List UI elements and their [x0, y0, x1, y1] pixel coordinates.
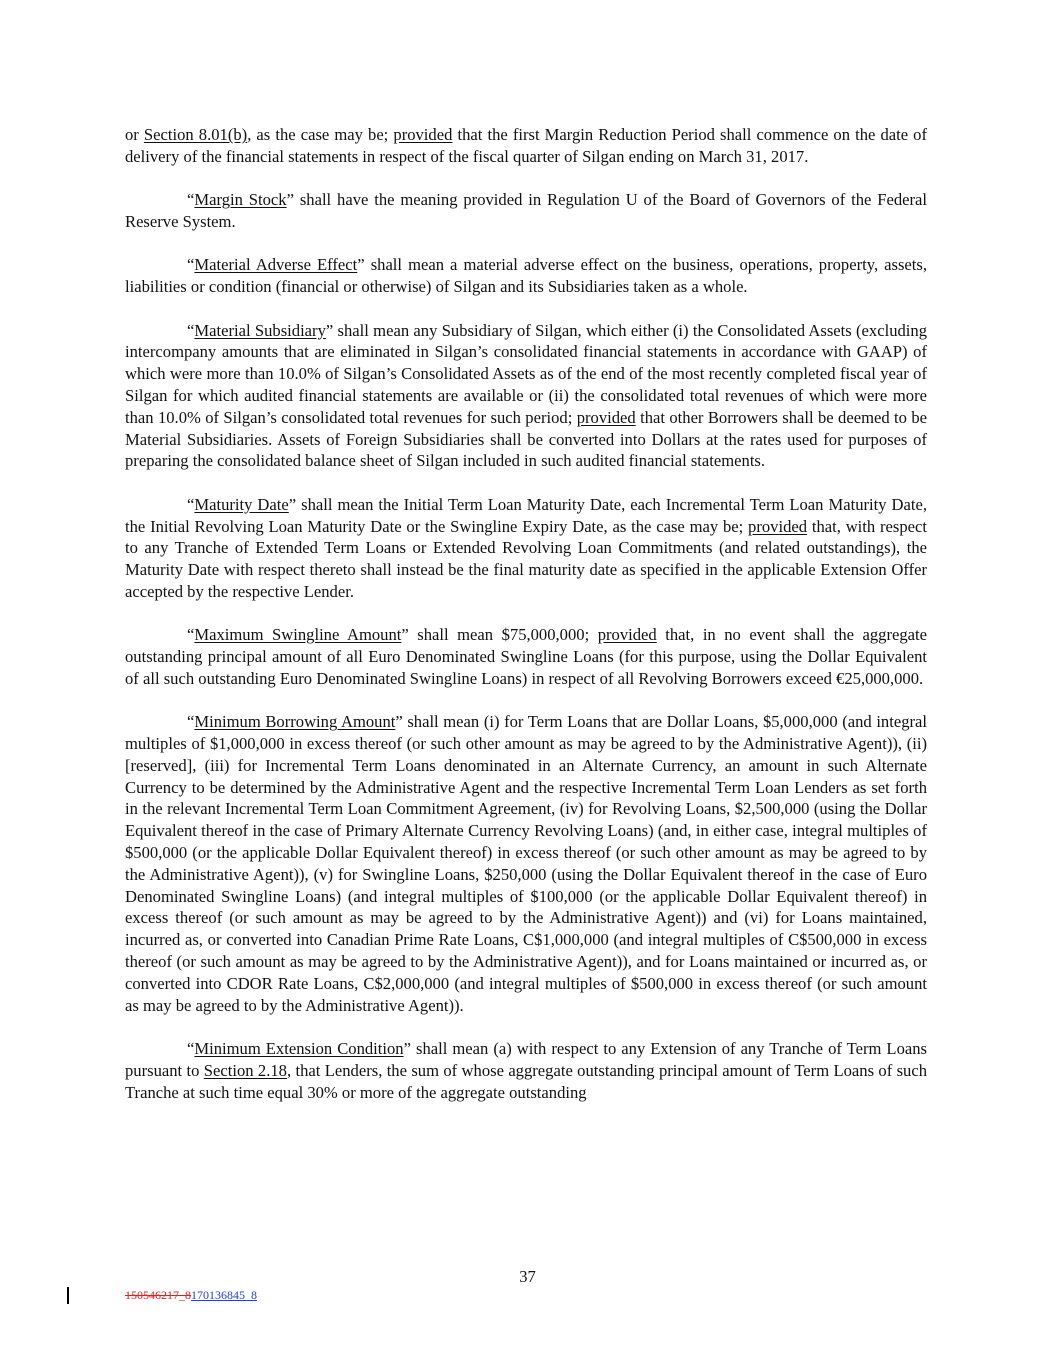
definition-material-subsidiary — [125, 320, 927, 473]
definition-material-adverse-effect — [125, 254, 927, 298]
document-body — [125, 124, 927, 1125]
definition-text: ” shall have the meaning provided in Regulation U of the Board of Governors of the Federal Reserve System. — [125, 190, 927, 231]
proviso-term: provided — [576, 407, 636, 427]
defined-term: Minimum Borrowing Amount — [194, 712, 396, 732]
definition-text: that, in no event shall the aggregate outstanding principal amount of all Euro Denominated Swingline Loans (for this purpose, using the Dollar Equivalent of all such outstanding Euro Denominated Swingline Loans) in respect of all Revolving Borrowers exceed €25,000,000. — [125, 625, 928, 688]
definition-maturity-date — [125, 494, 927, 603]
deleted-doc-id: 150546217_8 — [125, 1288, 191, 1302]
text-run: , as the case may be; — [247, 125, 394, 144]
text-run: “ — [187, 1039, 195, 1059]
defined-term: Maximum Swingline Amount — [194, 625, 402, 645]
definition-text: ” shall mean any Subsidiary of Silgan, which either (i) the Consolidated Assets (excluding intercompany amounts that are eliminated in Silgan’s consolidated financial statements in accordance with GAAP) of which were more than 10.0% of Silgan’s Consolidated Assets as of the end of the most recently completed fiscal year of Silgan for which audited financial statements are available or (ii) the consolidated total revenues of which were more than 10.0% of Silgan’s consolidated total revenues for such period; — [125, 320, 927, 427]
change-bar — [67, 1287, 69, 1304]
inserted-doc-id: 170136845_8 — [191, 1288, 257, 1302]
definition-minimum-extension-condition — [125, 1038, 927, 1103]
text-run: that the first Margin Reduction Period shall commence on the date of delivery of the financial statements in respect of the fiscal quarter of Silgan ending on March 31, 2017. — [125, 125, 928, 166]
definition-text: that other Borrowers shall be deemed to be Material Subsidiaries. Assets of Foreign Subsidiaries shall be converted into Dollars at the rates used for purposes of preparing the consolidated balance sheet of Silgan included in such audited financial statements. — [125, 407, 927, 471]
definition-text: ” shall mean (i) for Term Loans that are Dollar Loans, $5,000,000 (and integral multiples of $1,000,000 in excess thereof (or such other amount as may be agreed to by the Administrative Agent)), (ii) [reserved], (iii) for Incremental Term Loans denominated in an Alternate Currency, an amount in such Alternate Currency to be determined by the Administrative Agent and the respective Incremental Term Loan Lenders as set forth in the relevant Incremental Term Loan Commitment Agreement, (iv) for Revolving Loans, $2,500,000 (using the Dollar Equivalent thereof in the case of Primary Alternate Currency Revolving Loans) (and, in either case, integral multiples of $500,000 (or the applicable Dollar Equivalent thereof) in excess thereof (or such other amount as may be agreed to by the Administrative Agent)), (v) for Swingline Loans, $250,000 (using the Dollar Equivalent thereof in the case of Euro Denominated Swingline Loans) (and integral multiples of $100,000 (or the applicable Dollar Equivalent thereof) in excess thereof (or such amount as may be agreed to by the Administrative Agent)) and (vi) for Loans maintained, incurred as, or converted into Canadian Prime Rate Loans, C$1,000,000 (and integral multiples of C$500,000 in excess thereof (or such amount as may be agreed to by the Administrative Agent)), and for Loans maintained or incurred as, or converted into CDOR Rate Loans, C$2,000,000 (and integral multiples of $500,000 in excess thereof (or such amount as may be agreed to by the Administrative Agent)). — [125, 712, 927, 1015]
text-run: “ — [187, 494, 195, 514]
text-run: “ — [187, 712, 195, 732]
section-reference: Section 2.18 — [203, 1060, 287, 1080]
definition-minimum-borrowing-amount — [125, 711, 927, 1016]
definition-text: ” shall mean the Initial Term Loan Maturity Date, each Incremental Term Loan Maturity Date, the Initial Revolving Loan Maturity Date or the Swingline Expiry Date, as the case may be; — [125, 494, 927, 536]
definition-margin-stock — [125, 189, 927, 233]
defined-term: Minimum Extension Condition — [194, 1039, 404, 1059]
definition-maximum-swingline-amount — [125, 624, 927, 689]
text-run: “ — [187, 625, 195, 645]
text-run: “ — [187, 320, 195, 340]
defined-term: Material Adverse Effect — [194, 255, 358, 275]
text-run: “ — [187, 190, 195, 210]
text-run: “ — [187, 255, 195, 275]
paragraph-margin-reduction-continuation — [125, 124, 927, 168]
text-run: or — [125, 125, 144, 144]
definition-text: ” shall mean a material adverse effect on the business, operations, property, assets, liabilities or condition (financial or otherwise) of Silgan and its Subsidiaries taken as a whole. — [125, 255, 927, 297]
definition-text: , that Lenders, the sum of whose aggregate outstanding principal amount of Term Loans of such Tranche at such time equal 30% or more of the aggregate outstanding — [125, 1060, 927, 1102]
defined-term: Margin Stock — [194, 190, 287, 210]
defined-term: Material Subsidiary — [194, 320, 326, 340]
proviso-term: provided — [748, 516, 808, 536]
definition-text: ” shall mean $75,000,000; — [401, 625, 598, 645]
section-reference: Section 8.01(b) — [143, 125, 248, 144]
defined-term: Maturity Date — [194, 494, 289, 514]
definition-text: that, with respect to any Tranche of Extended Term Loans or Extended Revolving Loan Commitments (and related outstandings), the Maturity Date with respect thereto shall instead be the final maturity date as specified in the applicable Extension Offer accepted by the respective Lender. — [125, 516, 928, 601]
definition-text: ” shall mean (a) with respect to any Extension of any Tranche of Term Loans pursuant to — [125, 1039, 927, 1080]
proviso-term: provided — [393, 125, 453, 144]
proviso-term: provided — [597, 625, 657, 645]
page-number: 37 — [519, 1267, 536, 1286]
document-id — [125, 1288, 257, 1303]
